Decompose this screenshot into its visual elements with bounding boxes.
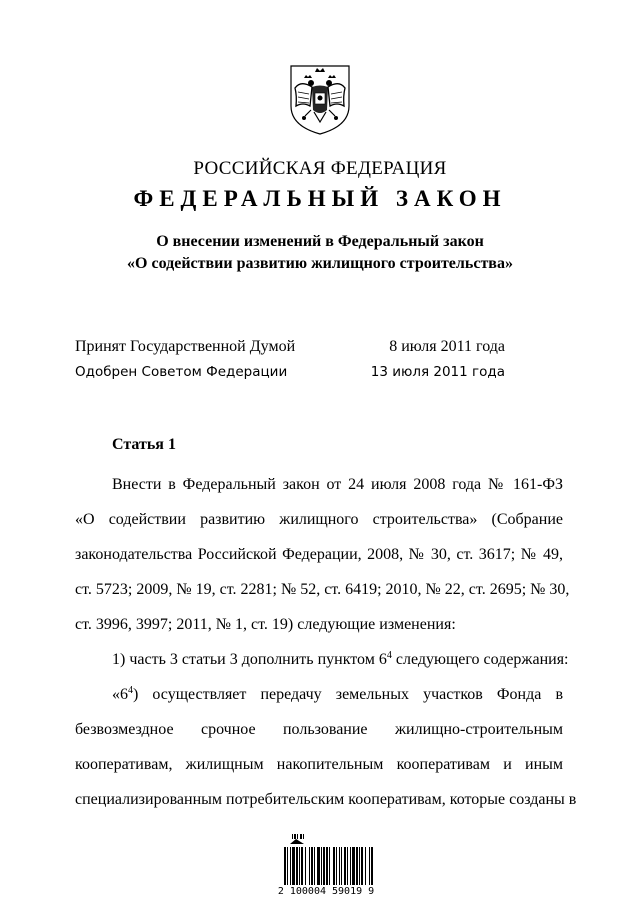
amendment-text: 1) часть 3 статьи 3 дополнить пунктом 6 <box>112 651 387 668</box>
law-subject-line-1: О внесении изменений в Федеральный закон <box>156 233 484 250</box>
body-line: ст. 3996, 3997; 2011, № 1, ст. 19) следующие изменения: <box>75 616 456 633</box>
country-name: РОССИЙСКАЯ ФЕДЕРАЦИЯ <box>193 158 447 179</box>
adoption-date: 13 июля 2011 года <box>370 364 505 380</box>
quoted-text-line: кооперативам, жилищным накопительным кооперативам и иным <box>75 756 563 773</box>
quoted-text: «6 <box>112 686 128 703</box>
body-line: ст. 5723; 2009, № 19, ст. 2281; № 52, ст. 6419; 2010, № 22, ст. 2695; № 30, <box>75 581 570 598</box>
quoted-text: ) осуществляет передачу земельных участков Фонда в <box>133 686 563 703</box>
quoted-text-line: безвозмездное срочное пользование жилищно-строительным <box>75 721 563 738</box>
quoted-text-line <box>112 686 563 704</box>
adoption-label: Одобрен Советом Федерации <box>75 364 288 380</box>
adoption-label: Принят Государственной Думой <box>75 338 296 355</box>
adoption-date: 8 июля 2011 года <box>389 338 505 355</box>
body-line: законодательства Российской Федерации, 2008, № 30, ст. 3617; № 49, <box>75 546 563 563</box>
law-type: ФЕДЕРАЛЬНЫЙ ЗАКОН <box>133 186 507 211</box>
superscript: 4 <box>128 685 133 696</box>
barcode-number: 2 100004 59019 9 <box>277 886 375 897</box>
coat-of-arms-icon <box>287 62 353 136</box>
law-subject-line-2: «О содействии развитию жилищного строительства» <box>127 255 513 272</box>
superscript: 4 <box>386 650 392 661</box>
amendment-item-1 <box>112 650 569 669</box>
amendment-text: следующего содержания: <box>391 651 569 668</box>
body-line: «О содействии развитию жилищного строительства» (Собрание <box>75 511 563 528</box>
quoted-text-line: специализированным потребительским кооперативам, которые созданы в <box>75 791 577 808</box>
article-title: Статья 1 <box>112 436 176 453</box>
body-line: Внести в Федеральный закон от 24 июля 2008 года № 161-ФЗ <box>112 476 563 493</box>
barcode-icon <box>282 834 374 890</box>
